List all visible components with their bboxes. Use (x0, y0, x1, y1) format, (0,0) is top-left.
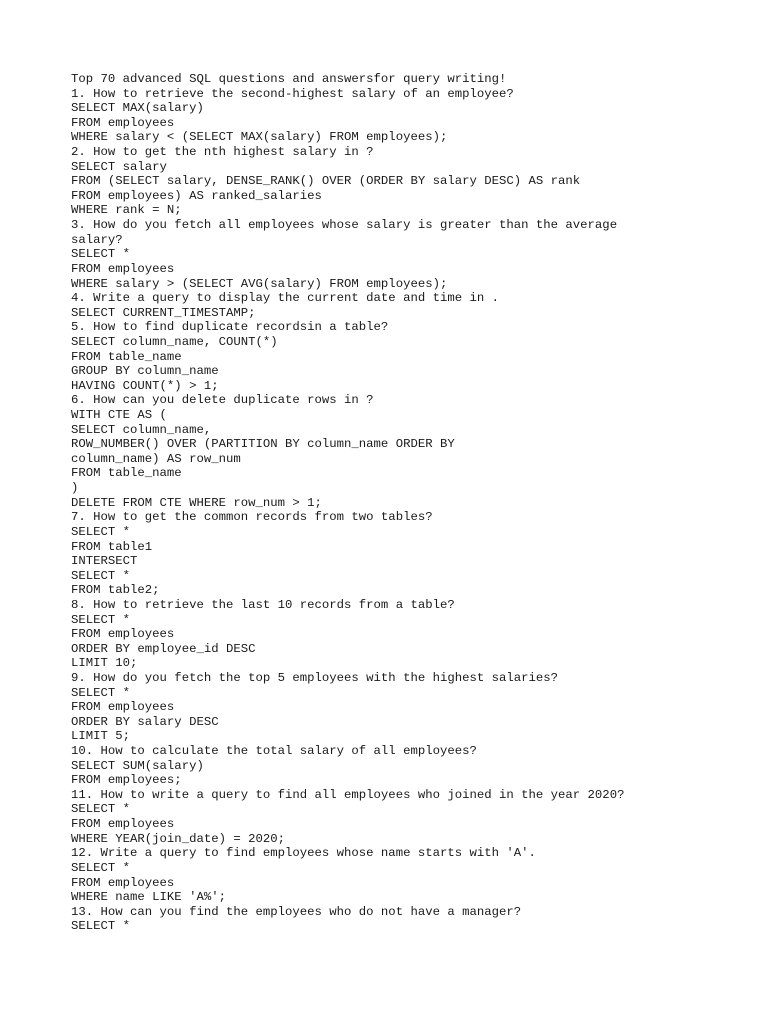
text-line: 10. How to calculate the total salary of all employees? (71, 744, 477, 759)
text-line: SELECT salary (71, 159, 167, 174)
text-line: 11. How to write a query to find all employees who joined in the year 2020? (71, 787, 625, 802)
text-line: FROM employees (71, 627, 175, 642)
text-line: FROM table_name (71, 466, 182, 481)
text-line: 6. How can you delete duplicate rows in ? (71, 393, 374, 408)
text-line: SELECT * (71, 860, 131, 875)
text-line: 4. Write a query to display the current date and time in . (71, 291, 500, 306)
text-line: 13. How can you find the employees who do not have a manager? (71, 904, 522, 919)
text-line: Top 70 advanced SQL questions and answersfor query writing! (71, 72, 507, 86)
text-line: FROM table_name (71, 349, 182, 364)
text-line: FROM employees (71, 115, 175, 130)
text-line: FROM (SELECT salary, DENSE_RANK() OVER (ORDER BY salary DESC) AS rank (71, 174, 581, 189)
text-line: WHERE YEAR(join_date) = 2020; (71, 831, 286, 846)
text-line: SELECT column_name, (71, 422, 212, 437)
text-line: 5. How to find duplicate recordsin a table? (71, 320, 389, 335)
text-line: 1. How to retrieve the second-highest salary of an employee? (71, 86, 514, 101)
text-line: ORDER BY salary DESC (71, 714, 219, 729)
text-line: WHERE rank = N; (71, 203, 182, 218)
text-line: FROM employees (71, 875, 175, 890)
text-line: SELECT * (71, 612, 131, 627)
text-line: INTERSECT (71, 554, 138, 569)
text-line: SELECT * (71, 568, 131, 583)
text-line: column_name) AS row_num (71, 451, 241, 466)
text-line: SELECT * (71, 524, 131, 539)
text-line: 3. How do you fetch all employees whose salary is greater than the average (71, 218, 618, 233)
text-line: 12. Write a query to find employees whose name starts with 'A'. (71, 846, 536, 861)
text-line: ROW_NUMBER() OVER (PARTITION BY column_name ORDER BY (71, 437, 455, 452)
text-line: 8. How to retrieve the last 10 records from a table? (71, 597, 455, 612)
text-line: SELECT column_name, COUNT(*) (71, 334, 278, 349)
text-line: GROUP BY column_name (71, 364, 219, 379)
text-line: SELECT SUM(salary) (71, 758, 204, 773)
text-line: FROM employees (71, 700, 175, 715)
text-line: SELECT * (71, 685, 131, 700)
document-text (71, 72, 751, 934)
text-line: SELECT * (71, 247, 131, 262)
text-line: SELECT MAX(salary) (71, 101, 204, 116)
text-line: SELECT CURRENT_TIMESTAMP; (71, 305, 256, 320)
text-line: FROM table2; (71, 583, 160, 598)
text-line: 2. How to get the nth highest salary in ? (71, 145, 374, 160)
text-line: SELECT * (71, 919, 131, 934)
text-line: DELETE FROM CTE WHERE row_num > 1; (71, 495, 322, 510)
text-line: LIMIT 10; (71, 656, 138, 671)
text-line: 7. How to get the common records from two tables? (71, 510, 433, 525)
text-line: FROM employees) AS ranked_salaries (71, 188, 322, 203)
text-line: FROM employees (71, 261, 175, 276)
text-line: ) (71, 481, 79, 496)
text-line: HAVING COUNT(*) > 1; (71, 378, 219, 393)
text-line: LIMIT 5; (71, 729, 131, 744)
text-line: WITH CTE AS ( (71, 408, 167, 423)
text-line: WHERE name LIKE 'A%'; (71, 890, 226, 905)
text-line: salary? (71, 232, 123, 247)
text-line: SELECT * (71, 802, 131, 817)
text-line: 9. How do you fetch the top 5 employees with the highest salaries? (71, 670, 559, 685)
text-line: FROM employees; (71, 773, 182, 788)
text-line: WHERE salary < (SELECT MAX(salary) FROM employees); (71, 130, 448, 145)
text-line: ORDER BY employee_id DESC (71, 641, 256, 656)
text-line: WHERE salary > (SELECT AVG(salary) FROM employees); (71, 276, 448, 291)
text-line: FROM employees (71, 817, 175, 832)
text-line: FROM table1 (71, 539, 153, 554)
